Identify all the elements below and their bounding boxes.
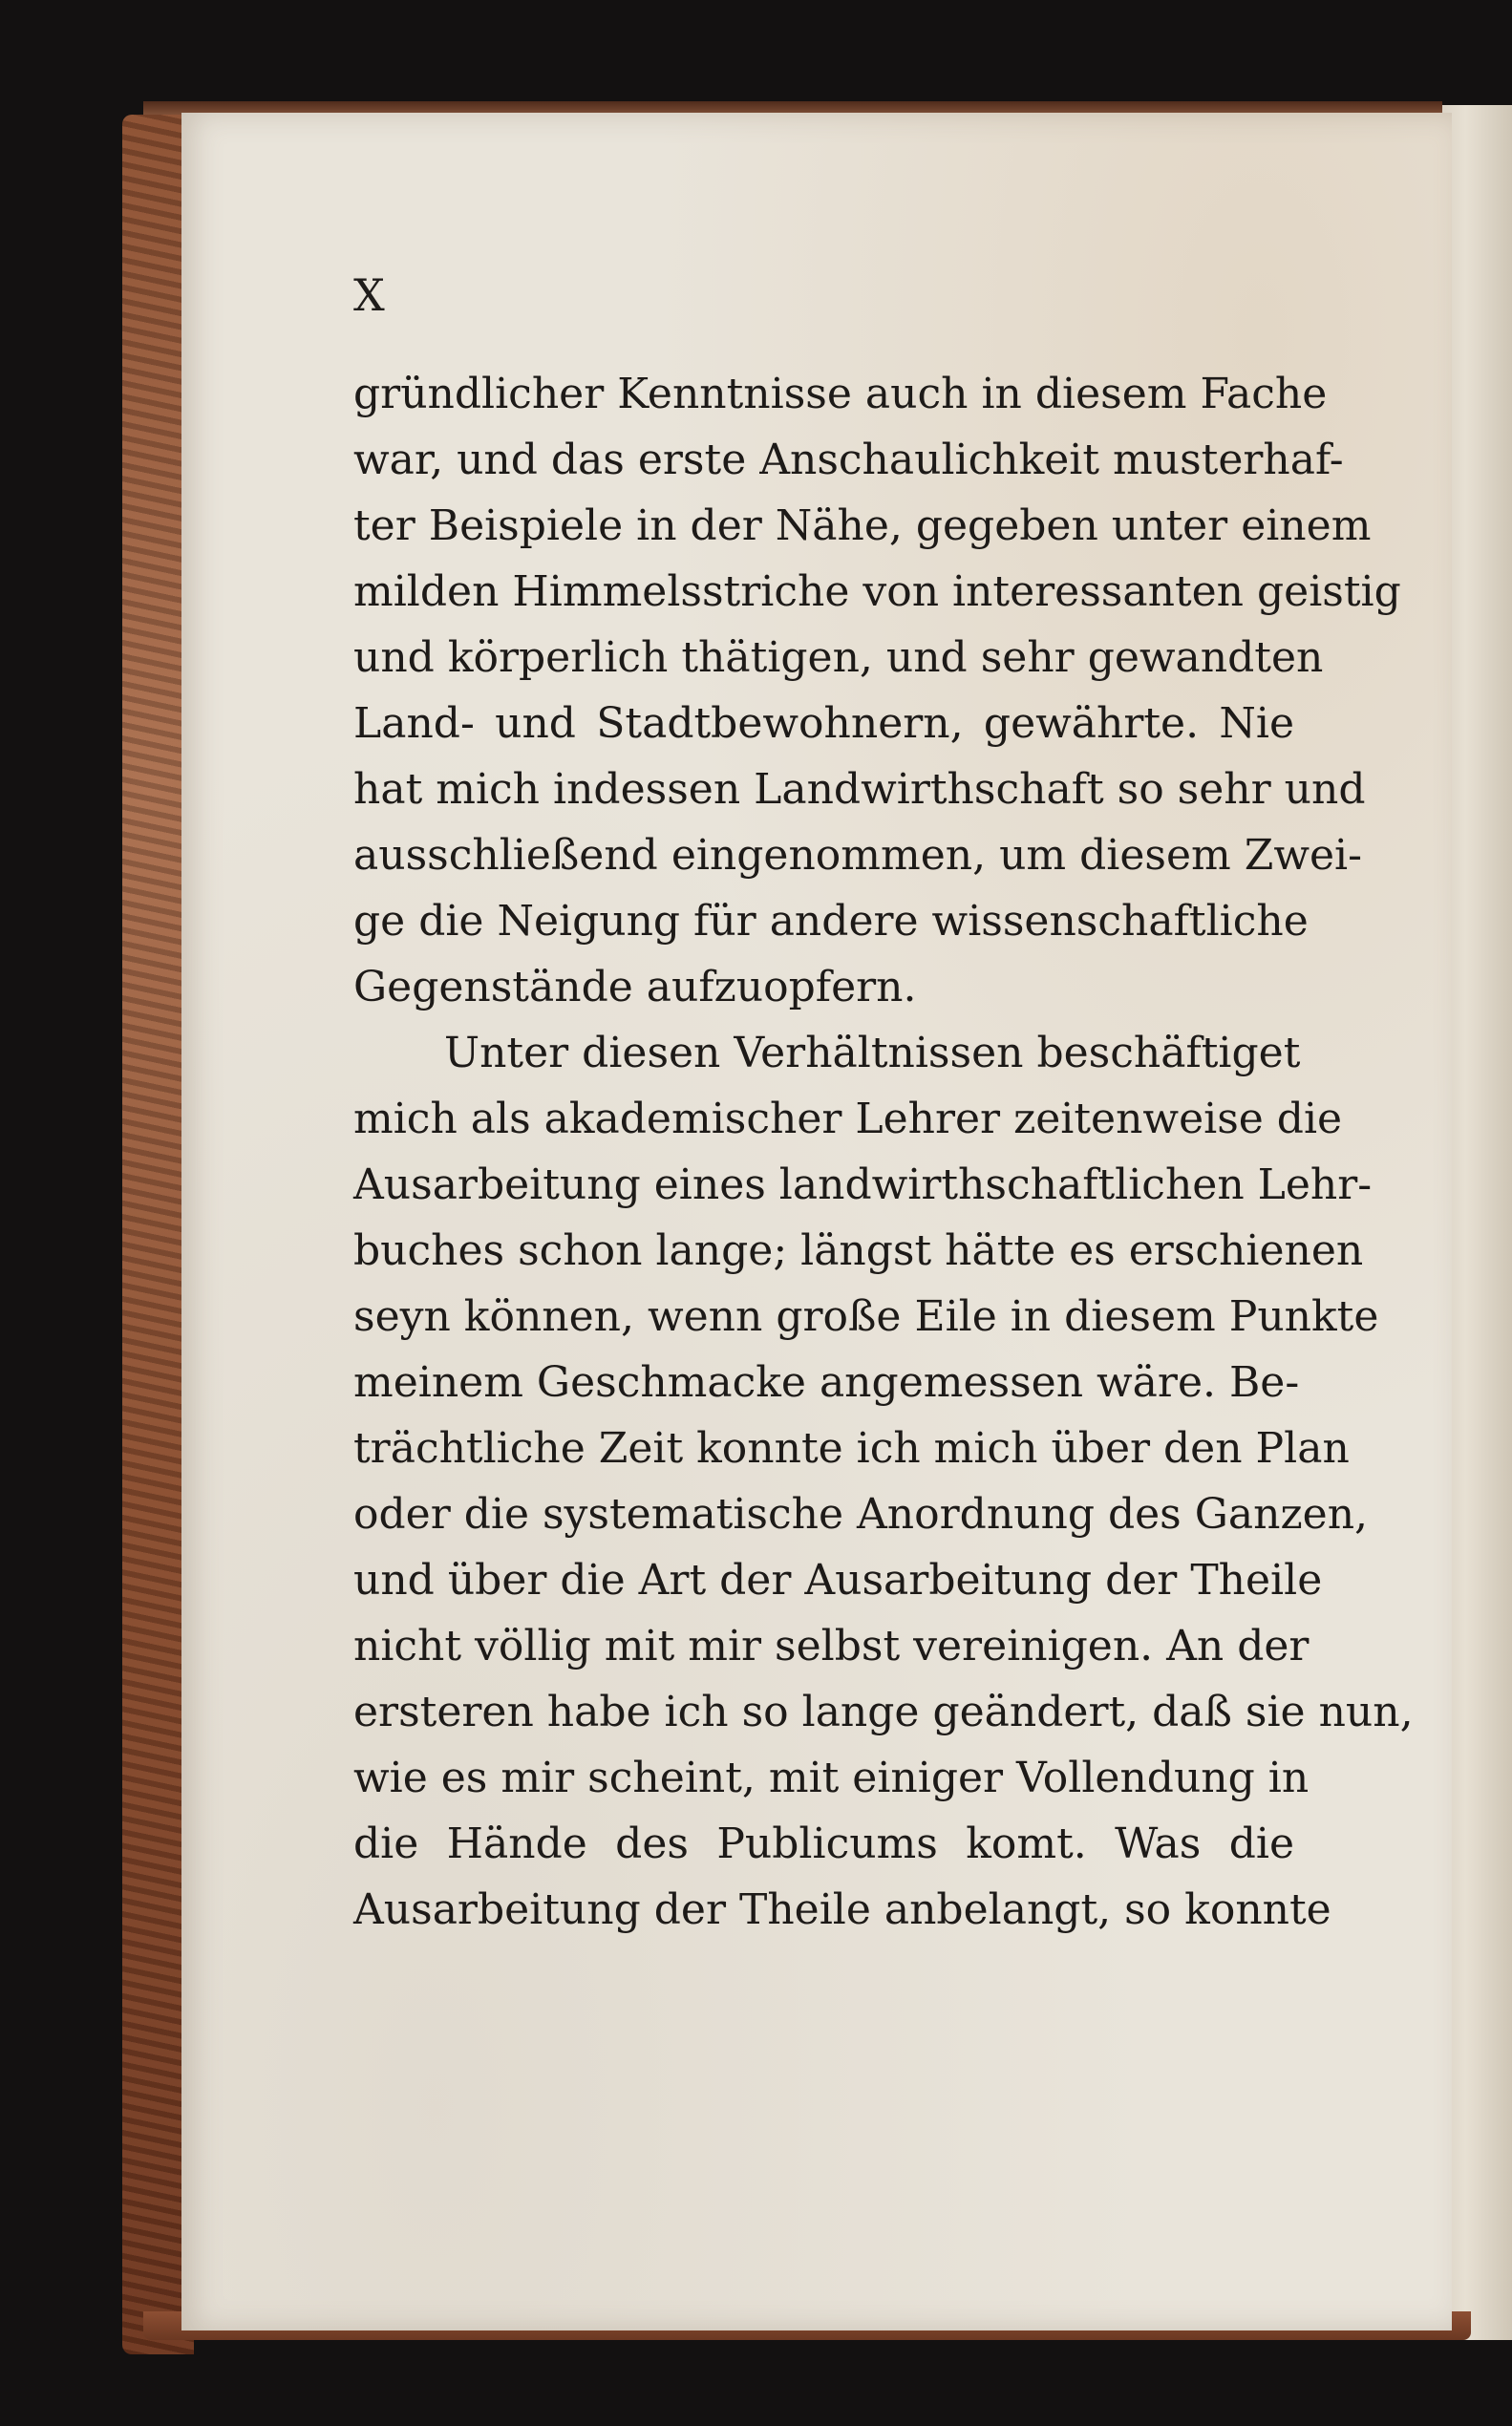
- text-line: ter Beispiele in der Nähe, gegeben unter einem: [353, 501, 1372, 550]
- text-line: und über die Art der Ausarbeitung der Theile: [353, 1556, 1323, 1605]
- text-line: Unter diesen Verhältnissen beschäftiget: [444, 1029, 1301, 1077]
- text-line: Gegenstände aufzuopfern.: [353, 963, 917, 1011]
- text-line: nicht völlig mit mir selbst vereinigen. An der: [353, 1622, 1310, 1671]
- page-number: X: [353, 269, 387, 321]
- text-line: Land- und Stadtbewohnern, gewährte. Nie: [353, 699, 1294, 748]
- text-line: war, und das erste Anschaulichkeit musterhaf-: [353, 436, 1344, 484]
- paragraph-2: [353, 1020, 1414, 1943]
- text-line: gründlicher Kenntnisse auch in diesem Fache: [353, 370, 1328, 418]
- text-line: und körperlich thätigen, und sehr gewandten: [353, 633, 1324, 682]
- text-line: Ausarbeitung der Theile anbelangt, so konnte: [353, 1885, 1331, 1934]
- text-line: ge die Neigung für andere wissenschaftliche: [353, 897, 1309, 946]
- text-line: seyn können, wenn große Eile in diesem Punkte: [353, 1292, 1379, 1341]
- text-line: oder die systematische Anordnung des Ganzen,: [353, 1490, 1369, 1539]
- text-line: meinem Geschmacke angemessen wäre. Be-: [353, 1358, 1300, 1407]
- text-line: trächtliche Zeit konnte ich mich über den Plan: [353, 1424, 1350, 1473]
- text-line: hat mich indessen Landwirthschaft so sehr und: [353, 765, 1366, 814]
- text-line: buches schon lange; längst hätte es erschienen: [353, 1226, 1364, 1275]
- page-text: [353, 361, 1414, 1943]
- text-line: Ausarbeitung eines landwirthschaftlichen Lehr-: [353, 1160, 1373, 1209]
- text-line: ausschließend eingenommen, um diesem Zwei-: [353, 831, 1362, 880]
- text-line: ersteren habe ich so lange geändert, daß sie nun,: [353, 1688, 1414, 1736]
- text-line: wie es mir scheint, mit einiger Vollendung in: [353, 1754, 1310, 1802]
- text-line: die Hände des Publicums komt. Was die: [353, 1820, 1294, 1868]
- text-line: milden Himmelsstriche von interessanten geistig: [353, 567, 1401, 616]
- paragraph-1: [353, 361, 1401, 1020]
- text-line: mich als akademischer Lehrer zeitenweise die: [353, 1095, 1343, 1143]
